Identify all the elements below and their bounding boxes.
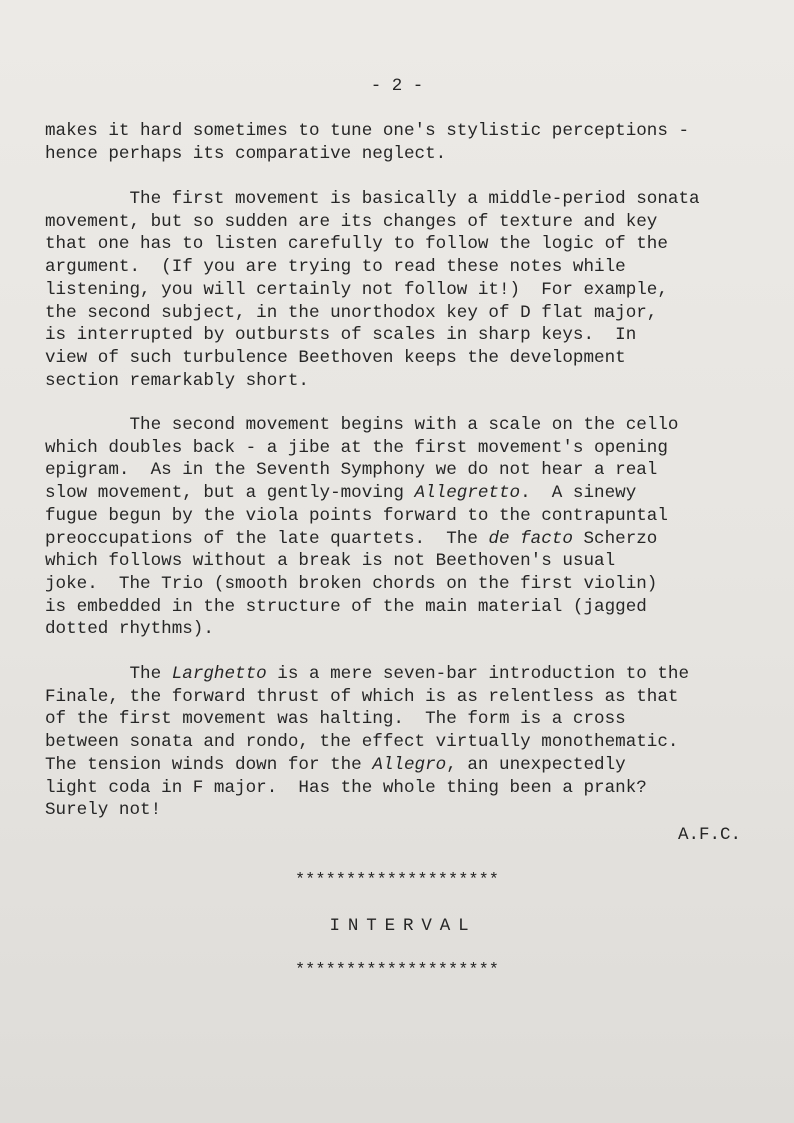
text-line: the second subject, in the unorthodox key of D flat major, xyxy=(45,302,658,323)
text-line: joke. The Trio (smooth broken chords on the first violin) xyxy=(45,573,658,594)
text-line: which doubles back - a jibe at the first movement's opening xyxy=(45,437,668,458)
text-line: fugue begun by the viola points forward to the contrapuntal xyxy=(45,505,668,526)
text-run: The tension winds down for the xyxy=(45,754,373,775)
text-line xyxy=(45,482,765,505)
asterisk-divider-bottom: ******************** xyxy=(294,961,500,980)
paragraph-1 xyxy=(45,120,765,165)
text-line: The first movement is basically a middle-period sonata xyxy=(45,189,700,209)
text-line: hence perhaps its comparative neglect. xyxy=(45,143,447,164)
text-line: which follows without a break is not Beethoven's usual xyxy=(45,551,616,572)
text-line: argument. (If you are trying to read these notes while xyxy=(45,257,626,278)
page-number: - 2 - xyxy=(370,76,424,96)
text-line xyxy=(45,663,765,686)
text-line: Finale, the forward thrust of which is as relentless as that xyxy=(45,686,679,707)
text-line: listening, you will certainly not follow it!) For example, xyxy=(45,279,668,300)
text-run: preoccupations of the late quartets. The xyxy=(45,528,489,549)
text-line: Surely not! xyxy=(45,800,162,821)
paragraph-4 xyxy=(45,663,765,822)
text-line: view of such turbulence Beethoven keeps the development xyxy=(45,347,626,368)
text-run: is a mere seven-bar introduction to the xyxy=(266,664,690,684)
text-line xyxy=(45,754,765,777)
italic-term: de facto xyxy=(488,528,573,549)
text-line: is embedded in the structure of the main material (jagged xyxy=(45,596,647,617)
italic-term: Allegro xyxy=(372,754,447,775)
text-run: . A sinewy xyxy=(520,483,637,504)
text-line: dotted rhythms). xyxy=(45,619,214,640)
italic-term: Allegretto xyxy=(414,483,521,504)
text-line: that one has to listen carefully to follow the logic of the xyxy=(45,234,668,255)
text-line: The second movement begins with a scale on the cello xyxy=(45,415,679,435)
text-line: is interrupted by outbursts of scales in sharp keys. In xyxy=(45,325,637,346)
text-line: movement, but so sudden are its changes of texture and key xyxy=(45,211,658,232)
italic-term: Larghetto xyxy=(171,664,267,684)
text-run: slow movement, but a gently-moving xyxy=(45,483,415,504)
paragraph-3 xyxy=(45,414,765,641)
text-line xyxy=(45,528,765,551)
text-line: makes it hard sometimes to tune one's stylistic perceptions - xyxy=(45,121,690,141)
text-line: between sonata and rondo, the effect virtually monothematic. xyxy=(45,732,679,753)
text-line: light coda in F major. Has the whole thing been a prank? xyxy=(45,777,647,798)
text-line: epigram. As in the Seventh Symphony we do not hear a real xyxy=(45,460,658,481)
text-run: , an unexpectedly xyxy=(446,754,626,775)
asterisk-divider-top: ******************** xyxy=(294,871,500,890)
text-run: The xyxy=(45,664,172,684)
interval-heading: INTERVAL xyxy=(329,916,477,936)
text-line: of the first movement was halting. The form is a cross xyxy=(45,709,626,730)
author-signature: A.F.C. xyxy=(677,825,741,845)
paragraph-2 xyxy=(45,188,765,392)
text-run: Scherzo xyxy=(572,528,658,549)
text-line: section remarkably short. xyxy=(45,370,309,391)
